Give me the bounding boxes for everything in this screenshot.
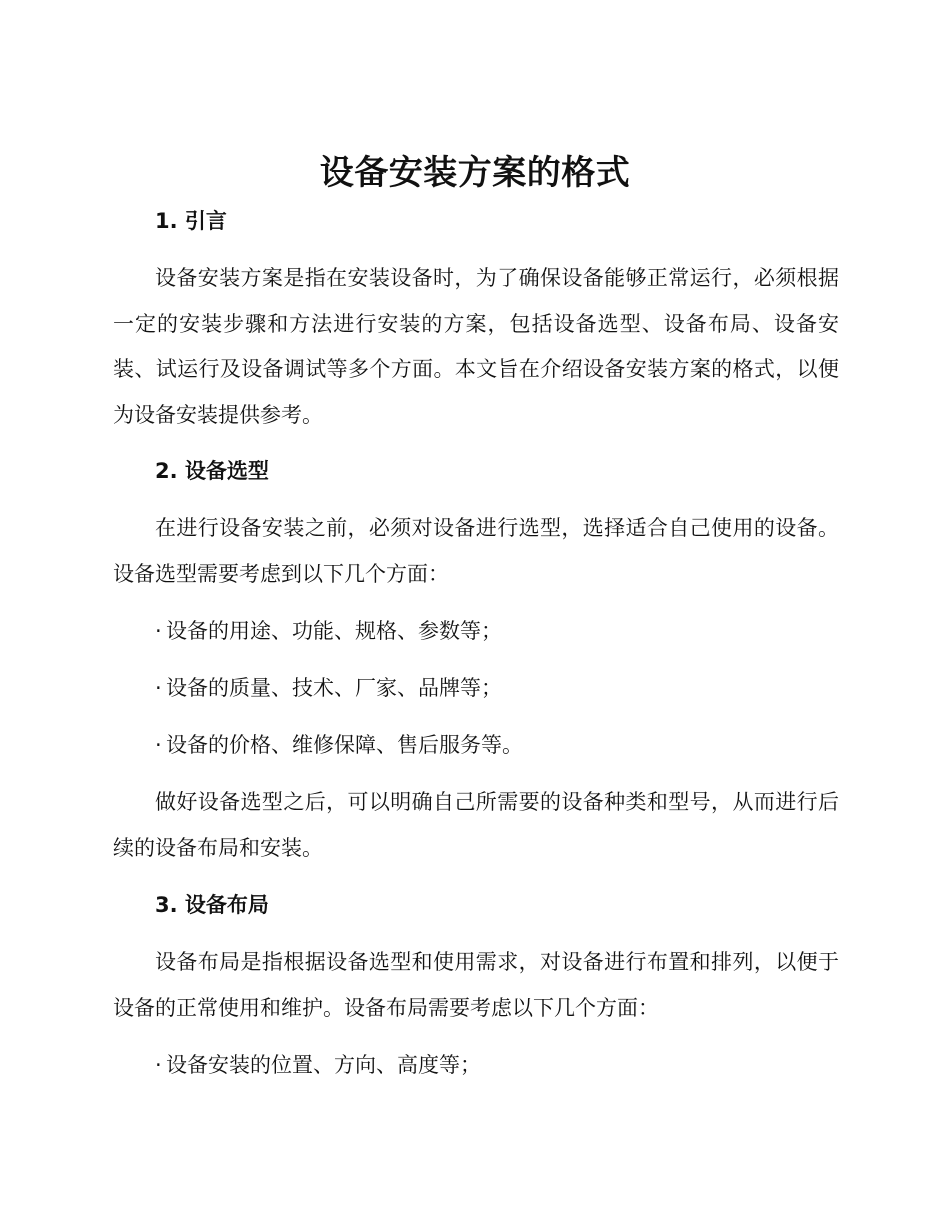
bullet-symbol: · bbox=[155, 676, 162, 700]
section-heading-equipment-selection: 2. 设备选型 bbox=[155, 459, 269, 483]
bullet-symbol: · bbox=[155, 733, 162, 757]
equipment-layout-intro-paragraph: 设备布局是指根据设备选型和使用需求，对设备进行布置和排列，以便于设备的正常使用和维护。设备布局需要考虑以下几个方面： bbox=[113, 950, 839, 1020]
bullet-symbol: · bbox=[155, 1053, 162, 1077]
bullet-symbol: · bbox=[155, 619, 162, 643]
section-intro-paragraph: 设备安装方案是指在安装设备时，为了确保设备能够正常运行，必须根据一定的安装步骤和方法进行安装的方案，包括设备选型、设备布局、设备安装、试运行及设备调试等多个方面。本文旨在介绍设备安装方案的格式，以便为设备安装提供参考。 bbox=[113, 266, 839, 427]
document-title: 设备安装方案的格式 bbox=[319, 153, 631, 193]
equipment-selection-intro-paragraph: 在进行设备安装之前，必须对设备进行选型，选择适合自己使用的设备。设备选型需要考虑到以下几个方面： bbox=[113, 516, 839, 586]
list-item bbox=[155, 730, 523, 760]
list-item-text: 设备的质量、技术、厂家、品牌等； bbox=[166, 676, 502, 700]
list-item-text: 设备的价格、维修保障、售后服务等。 bbox=[166, 733, 523, 757]
list-item bbox=[155, 616, 502, 646]
list-item-text: 设备的用途、功能、规格、参数等； bbox=[166, 619, 502, 643]
list-item-text: 设备安装的位置、方向、高度等； bbox=[166, 1053, 481, 1077]
section-heading-equipment-layout: 3. 设备布局 bbox=[155, 893, 269, 917]
list-item bbox=[155, 1050, 481, 1080]
equipment-selection-outro-paragraph: 做好设备选型之后，可以明确自己所需要的设备种类和型号，从而进行后续的设备布局和安装。 bbox=[113, 790, 839, 860]
section-heading-intro: 1. 引言 bbox=[155, 209, 227, 233]
list-item bbox=[155, 673, 502, 703]
